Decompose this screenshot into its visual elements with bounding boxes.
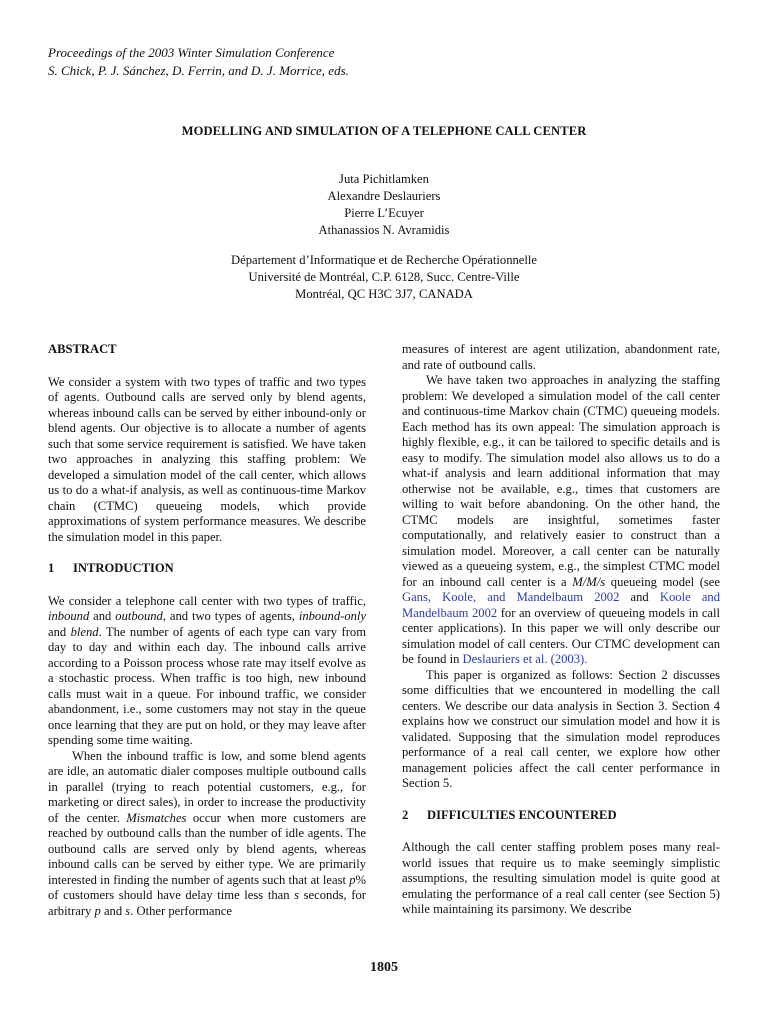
paper-title: MODELLING AND SIMULATION OF A TELEPHONE CALL CENTER — [181, 124, 587, 138]
citation-link-koole[interactable]: Koole and Mandelbaum 2002 — [402, 590, 721, 620]
page-number: 1805 — [370, 960, 398, 975]
author-list — [48, 171, 720, 239]
difficulties-paragraph: Although the call center staffing problem poses many real-world issues that require us to make seemingly simplistic assumptions, the resulting simulation model is quite good at emulating the performance of a real call center (see Section 5) while maintaining its parsimony. We describe — [402, 840, 720, 916]
citation-link-gans[interactable]: Gans, Koole, and Mandelbaum 2002 — [402, 590, 620, 604]
author-1: Juta Pichitlamken — [339, 172, 429, 186]
proceedings-editors: S. Chick, P. J. Sánchez, D. Ferrin, and D. J. Morrice, eds. — [48, 63, 349, 78]
section-heading-difficulties — [402, 808, 720, 824]
right-paragraph-2: We have taken two approaches in analyzing the staffing problem: We developed a simulation model of the call center and continuous-time Markov chain (CTMC) queueing models. Each method has its own appeal: The simulation approach is highly flexible, e.g., it can be tailored to specific details and is easy to modify. The simulation model also allows us to do a what-if analysis and learn additional information that may otherwise not be available, e.g., times that customers are willing to wait before abandoning. On the other hand, the CTMC models are insightful, sometimes faster computationally, and relatively easier to construct than a simulation model. Moreover, a call center can be naturally viewed as a queueing system, e.g., the simplest CTMC model for an inbound call center is a M/M/s queueing model (see Gans, Koole, and Mandelbaum 2002 and Koole and Mandelbaum 2002 for an overview of queueing models in call center applications). In this paper we will only describe our simulation model of call centers. Our CTMC development can be found in Deslauriers et al. (2003). — [402, 373, 721, 666]
right-paragraph-3: This paper is organized as follows: Section 2 discusses some difficulties that we encountered in modelling the call centers. We describe our data analysis in Section 3. Section 4 explains how we construct our simulation model and how it is validated. Supposing that the simulation model reproduces performance of a real call center, we explore how other management policies affect the call center performance in Section 5. — [402, 667, 720, 790]
author-3: Pierre L’Ecuyer — [344, 206, 424, 220]
section-heading-introduction — [48, 561, 366, 577]
citation-link-deslauriers[interactable]: Deslauriers et al. (2003). — [462, 652, 588, 666]
right-column — [402, 342, 720, 918]
section-number: 2 — [402, 807, 409, 822]
abstract-heading: ABSTRACT — [48, 342, 117, 356]
section-title: INTRODUCTION — [73, 561, 174, 575]
left-column — [48, 342, 366, 919]
section-title: DIFFICULTIES ENCOUNTERED — [427, 807, 617, 822]
proceedings-header — [48, 44, 548, 80]
author-4: Athanassios N. Avramidis — [318, 223, 450, 237]
intro-paragraph-2: When the inbound traffic is low, and some blend agents are idle, an automatic dialer composes multiple outbound calls in parallel (trying to reach potential customers, e.g., for marketing or direct sales), in order to increase the productivity of the center. Mismatches occur when more customers are reached by outbound calls than the number of idle agents. The outbound calls are served only by blend agents, whereas inbound calls can be served by either type. We are primarily interested in finding the number of agents such that at least p% of customers should have delay time less than s seconds, for arbitrary p and s. Other performance — [48, 748, 366, 918]
affiliation-line-3: Montréal, QC H3C 3J7, CANADA — [295, 287, 473, 301]
affiliation — [48, 252, 720, 303]
right-paragraph-1: measures of interest are agent utilization, abandonment rate, and rate of outbound calls. — [402, 342, 720, 372]
proceedings-line-1: Proceedings of the 2003 Winter Simulation Conference — [48, 45, 335, 60]
intro-paragraph-1: We consider a telephone call center with two types of traffic, inbound and outbound, and two types of agents, inbound-only and blend. The number of agents of each type can vary from day to day and within each day. The inbound calls arrive according to a Poisson process whose rate may itself evolve as a stochastic process. When traffic is too high, new inbound calls must wait in a queue. For inbound traffic, we consider abandonment, i.e., some customers may not stay in the queue once learning that they are put on hold, or they may leave after spending some time waiting. — [48, 593, 367, 747]
affiliation-line-1: Département d’Informatique et de Recherche Opérationnelle — [231, 253, 537, 267]
section-number: 1 — [48, 561, 55, 575]
abstract-text: We consider a system with two types of traffic and two types of agents. Outbound calls are served only by blend agents, whereas inbound calls can be served by either inbound-only or blend agents. Our objective is to allocate a number of agents such that some service requirement is satisfied. We have taken two approaches in analyzing this staffing problem: We developed a simulation model of the call center, which allows us to do a what-if analysis, as well as continuous-time Markov chain (CTMC) queueing models, which provide approximations of system performance measures. We describe the simulation model in this paper. — [48, 374, 366, 544]
author-2: Alexandre Deslauriers — [327, 189, 441, 203]
affiliation-line-2: Université de Montréal, C.P. 6128, Succ. Centre-Ville — [248, 270, 520, 284]
